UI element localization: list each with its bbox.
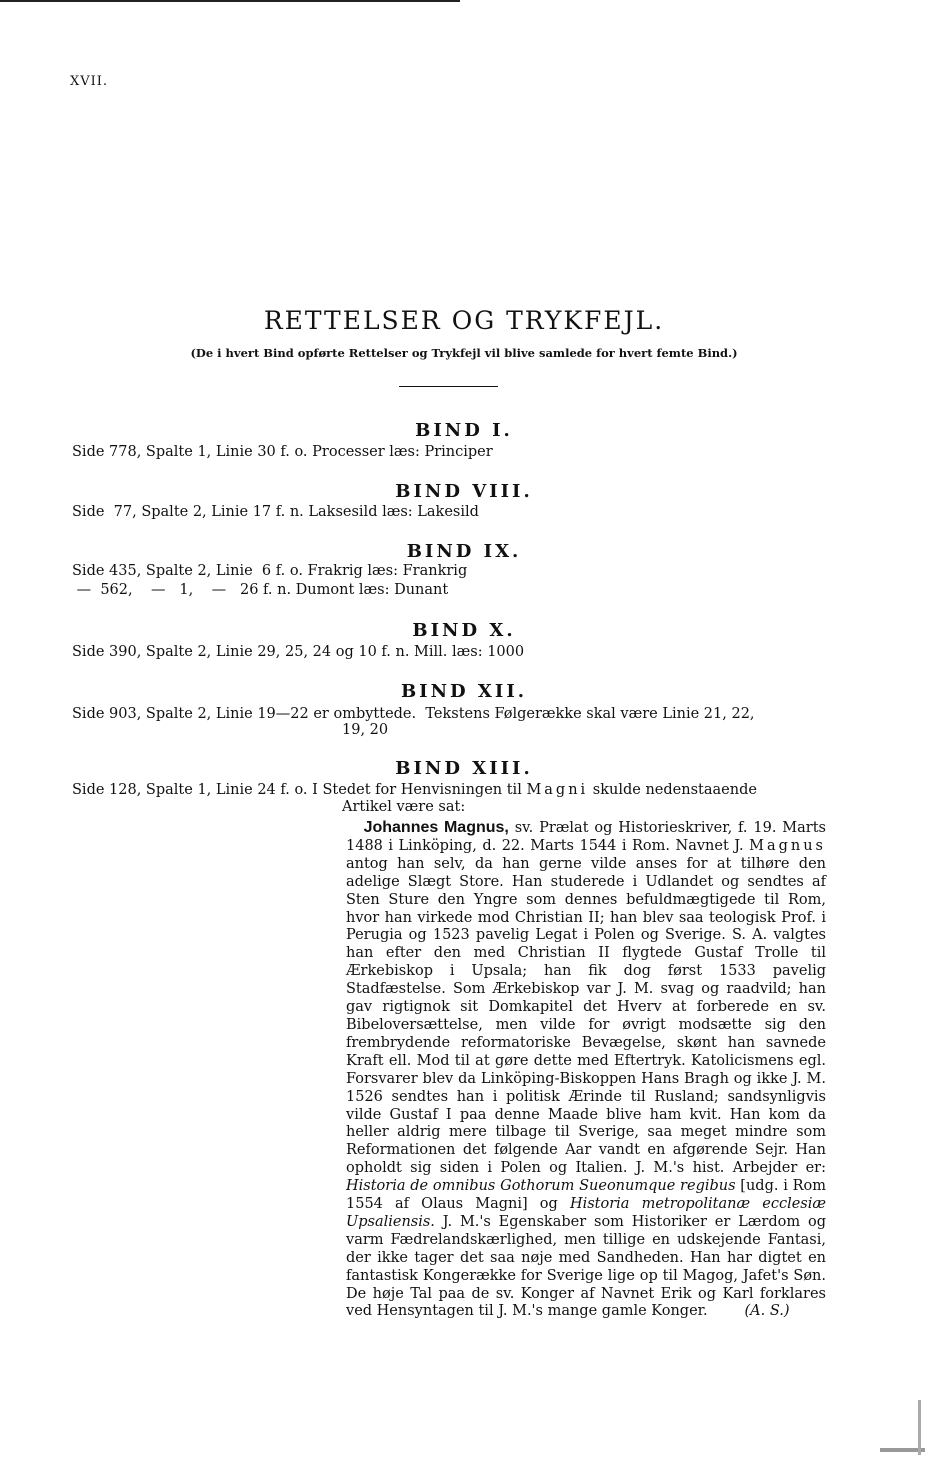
correction-line: Side 435, Spalte 2, Linie 6 f. o. Frakrig læs: Frankrig [72, 563, 468, 579]
title-divider [399, 386, 498, 387]
section-heading: BIND X. [412, 620, 516, 641]
article-text: [udg. i Rom 1554 af Olaus Magni] og [346, 1178, 826, 1213]
work-title: Historia metropolitanæ ecclesiæ Upsaliensis. [346, 1196, 827, 1230]
author-initials: (A. S.) [744, 1303, 790, 1320]
correction-line-continued: 19, 20 [342, 722, 389, 738]
section-heading: BIND XIII. [395, 758, 533, 779]
top-edge-rule [0, 0, 460, 2]
article-headword: Johannes Magnus, [363, 819, 509, 836]
article-body [346, 819, 826, 1321]
page-title: RETTELSER OG TRYKFEJL. [263, 306, 665, 335]
scan-artifact [918, 1400, 921, 1455]
correction-line-text: Side 128, Spalte 1, Linie 24 f. o. I Stedet for Henvisningen til [72, 782, 522, 798]
article-text: antog han selv, da han gerne vilde anses for at tilhøre den adelige Slægt Store. Han studerede i Udlandet og sendtes af Sten Sture den Yngre som dennes befuldmægtigede til Rom, hvor han virkede mod Christian II; han blev saa teologisk Prof. i Perugia og 1523 pavelig Legat i Polen og Sverige. S. A. valgtes han efter den med Christian II flygtede Gustaf Trolle til Ærkebiskop i Upsala; han fik dog først 1533 pavelig Stadfæstelse. Som Ærkebiskop var J. M. svag og raadvild; han gav rigtignok sit Domkapitel det Hverv at forberede en sv. Bibeloversættelse, men vilde for øvrigt modsætte sig den frembrydende reformatoriske Bevægelse, skønt han savnede Kraft ell. Mod til at gøre dette med Eftertryk. Katolicismens egl. Forsvarer blev da Linköping-Biskoppen Hans Bragh og ikke J. M. 1526 sendtes han i politisk Ærinde til Rusland; sandsynligvis vilde Gustaf I paa denne Maade blive ham kvit. Han kom da heller aldrig mere tilbage til Sverige, saa meget mindre som Reformationen det følgende Aar vandt en afgørende Sejr. Han opholdt sig siden i Polen og Italien. J. M.'s hist. Arbejder er: [346, 855, 826, 1177]
correction-line-continued: Artikel være sat: [342, 799, 466, 815]
section-heading: BIND VIII. [395, 481, 533, 502]
correction-line-text: skulde nedenstaaende [592, 782, 757, 798]
section-heading: BIND I. [415, 420, 513, 441]
article-text: J. M.'s Egenskaber som Historiker er Lærdom og varm Fædrelandskærlighed, men tillige en udskejende Fantasi, der ikke tager det saa nøje med Sandheden. Han har digtet en fantastisk Kongerække for Sverige lige op til Magog, Jafet's Søn. De høje Tal paa de sv. Konger af Navnet Erik og Karl forklares ved Hensyntagen til J. M.'s mange gamle Konger. [346, 1213, 826, 1320]
section-heading: BIND XII. [400, 681, 528, 702]
work-title: Historia de omnibus Gothorum Sueonumque regibus [346, 1178, 736, 1195]
article-text: sv. Prælat og Historieskriver, f. 19. Marts 1488 i Linköping, d. 22. Marts 1544 i Rom. Navnet J. [346, 820, 826, 854]
page-subtitle: (De i hvert Bind opførte Rettelser og Trykfejl vil blive samlede for hvert femte Bind.) [190, 346, 738, 360]
section-heading: BIND IX. [406, 541, 522, 562]
correction-line: Side 778, Spalte 1, Linie 30 f. o. Processer læs: Principer [72, 444, 493, 460]
correction-line [72, 782, 757, 798]
spaced-name: Magni [526, 782, 589, 798]
correction-line: Side 390, Spalte 2, Linie 29, 25, 24 og 10 f. n. Mill. læs: 1000 [72, 644, 525, 660]
correction-line: Side 903, Spalte 2, Linie 19—22 er ombyttede. Tekstens Følgerække skal være Linie 21, 22, [72, 706, 755, 722]
correction-line: — 562, — 1, — 26 f. n. Dumont læs: Dunant [72, 582, 449, 598]
page-number: XVII. [70, 74, 109, 89]
correction-line: Side 77, Spalte 2, Linie 17 f. n. Laksesild læs: Lakesild [72, 504, 479, 520]
spaced-name: Magnus [749, 837, 826, 854]
